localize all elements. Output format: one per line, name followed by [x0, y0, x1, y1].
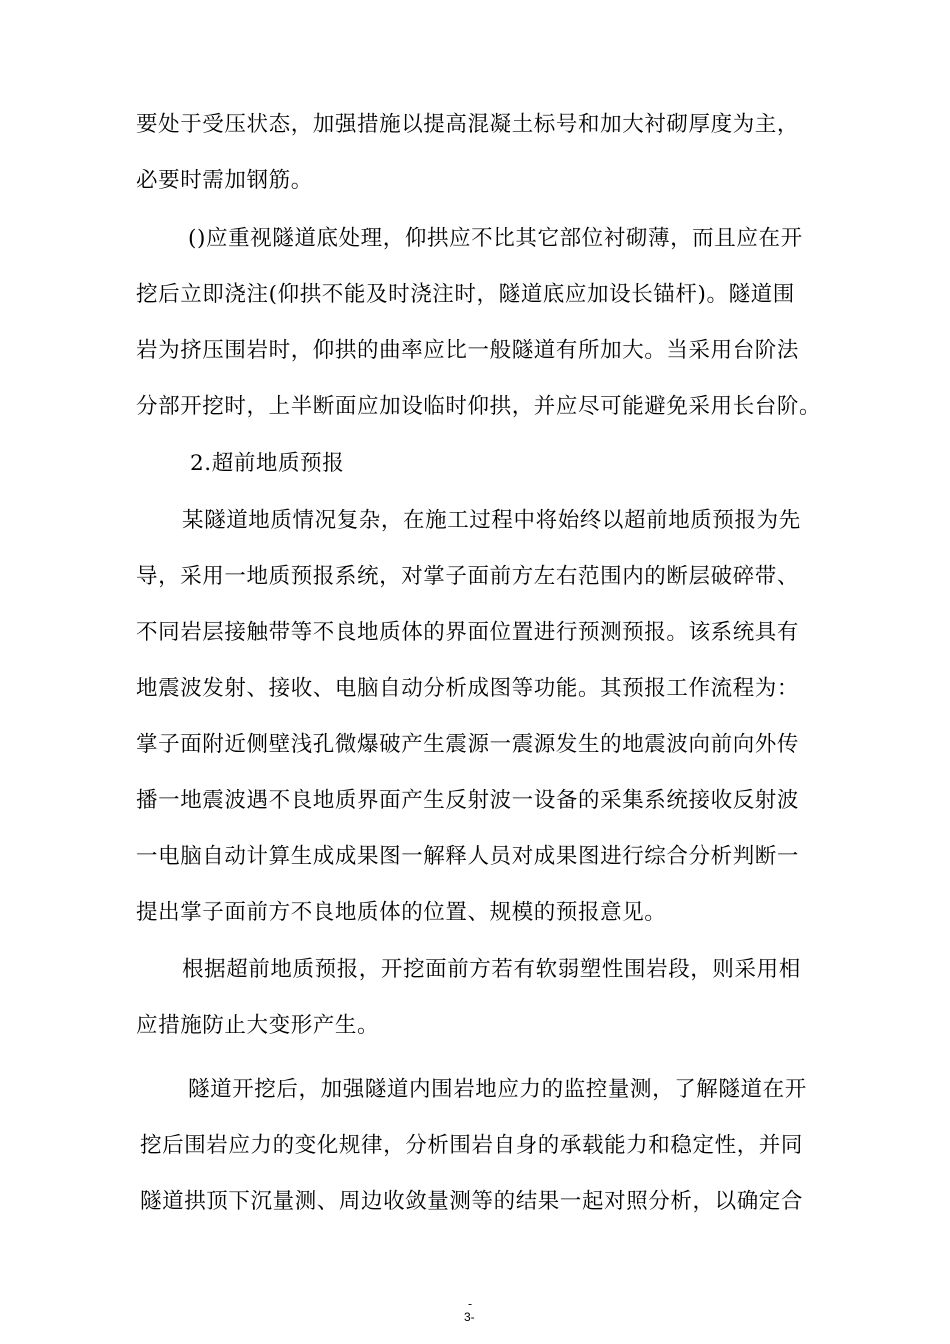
- text-line: 某隧道地质情况复杂，在施工过程中将始终以超前地质预报为先: [182, 508, 801, 533]
- text-line: 要处于受压状态，加强措施以提高混凝土标号和加大衬砌厚度为主，: [136, 112, 800, 137]
- text-line: 播一地震波遇不良地质界面产生反射波一设备的采集系统接收反射波: [136, 788, 800, 813]
- text-line: 隧道拱顶下沉量测、周边收敛量测等的结果一起对照分析，以确定合: [140, 1189, 804, 1214]
- text-line: 掌子面附近侧壁浅孔微爆破产生震源一震源发生的地震波向前向外传: [136, 732, 800, 757]
- text-line: 导，采用一地质预报系统，对掌子面前方左右范围内的断层破碎带、: [136, 564, 800, 589]
- text-line: 根据超前地质预报，开挖面前方若有软弱塑性围岩段，则采用相: [182, 957, 801, 982]
- text-line: ()应重视隧道底处理，仰拱应不比其它部位衬砌薄，而且应在开: [188, 226, 803, 251]
- page-number: 3-: [464, 1310, 475, 1324]
- text-line: 提出掌子面前方不良地质体的位置、规模的预报意见。: [136, 900, 667, 925]
- text-line: 不同岩层接触带等不良地质体的界面位置进行预测预报。该系统具有: [136, 620, 800, 645]
- section-title: 2.超前地质预报: [190, 451, 345, 476]
- footer-dash: -: [468, 1297, 473, 1311]
- text-line: 岩为挤压围岩时，仰拱的曲率应比一般隧道有所加大。当采用台阶法: [136, 338, 800, 363]
- text-line: 应措施防止大变形产生。: [136, 1013, 380, 1038]
- text-line: 隧道开挖后，加强隧道内围岩地应力的监控量测，了解隧道在开: [188, 1077, 807, 1102]
- text-line: 一电脑自动计算生成成果图一解释人员对成果图进行综合分析判断一: [136, 844, 800, 869]
- text-line: 地震波发射、接收、电脑自动分析成图等功能。其预报工作流程为：: [136, 676, 800, 701]
- text-line: 必要时需加钢筋。: [136, 168, 313, 193]
- text-line: 分部开挖时，上半断面应加设临时仰拱，并应尽可能避免采用长台阶。: [136, 394, 822, 419]
- text-line: 挖后围岩应力的变化规律，分析围岩自身的承载能力和稳定性，并同: [140, 1133, 804, 1158]
- text-line: 挖后立即浇注(仰拱不能及时浇注时，隧道底应加设长锚杆)。隧道围: [136, 282, 795, 307]
